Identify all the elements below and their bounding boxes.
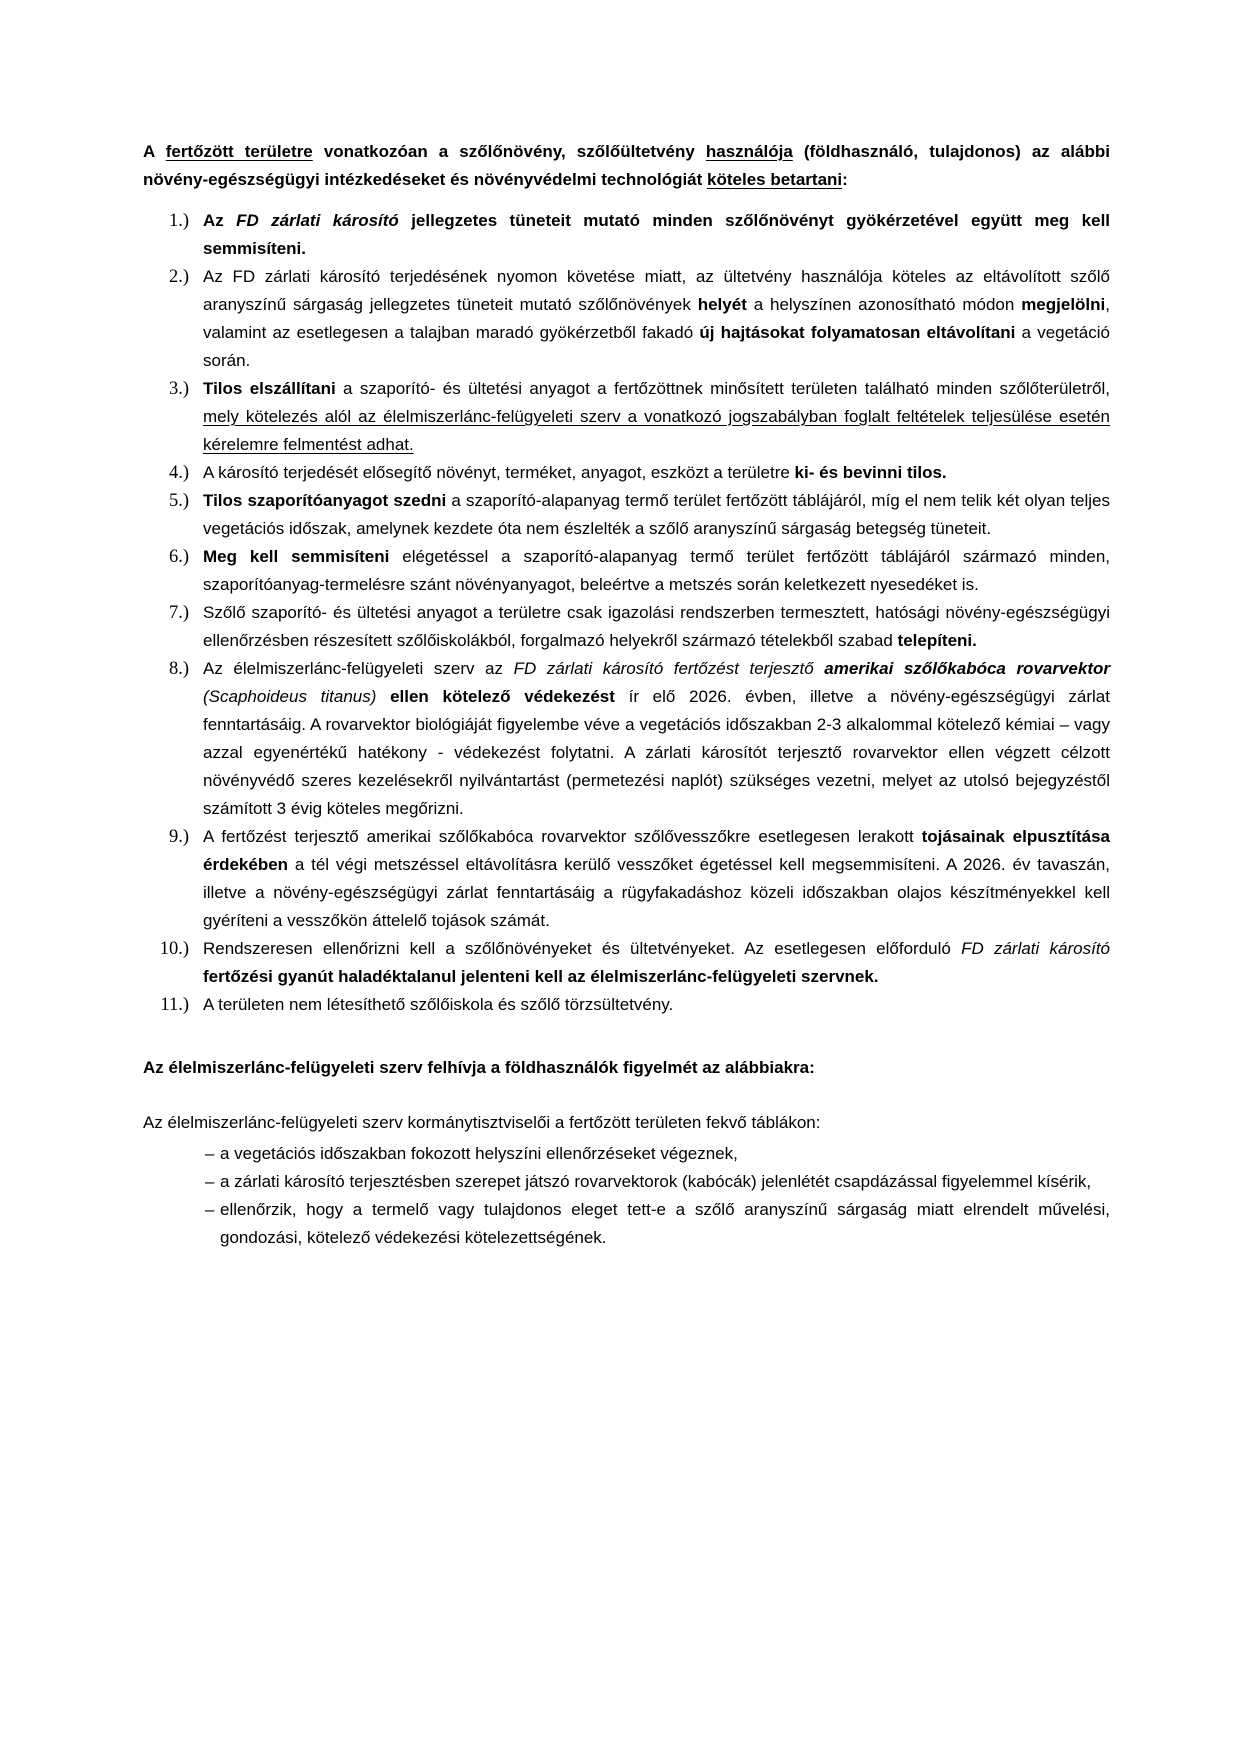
intro-paragraph xyxy=(143,138,1110,194)
list-item xyxy=(143,1168,1110,1196)
text-run: új hajtásokat folyamatosan eltávolítani xyxy=(699,323,1016,342)
text-run: ki- és bevinni tilos. xyxy=(794,463,947,482)
text-run: ellen kötelező védekezést xyxy=(390,687,615,706)
list-item-text xyxy=(203,599,1110,655)
list-item-text xyxy=(203,655,1110,823)
text-run: Meg kell semmisíteni xyxy=(203,547,390,566)
inspection-bullet-list xyxy=(143,1140,1110,1252)
text-run: a vegetációs időszakban fokozott helyszíni ellenőrzéseket végeznek, xyxy=(220,1144,738,1163)
list-item xyxy=(143,599,1110,655)
text-run: FD zárlati károsító xyxy=(236,211,399,230)
list-marker: – xyxy=(205,1144,215,1163)
text-run: FD zárlati károsító xyxy=(961,939,1110,958)
measures-numbered-list xyxy=(143,207,1110,1019)
list-marker: 2.) xyxy=(168,267,189,287)
text-run: (földhasználó, tulajdonos) az alábbi növény-egészségügyi intézkedéseket és növényvédelmi technológiát xyxy=(143,142,1110,189)
text-run: helyét xyxy=(697,295,747,314)
list-marker: 10.) xyxy=(159,939,189,959)
text-run: a vegetáció során. xyxy=(203,323,1110,370)
text-run: jellegzetes tüneteit mutató minden szőlőnövényt gyökérzetével együtt meg kell semmisíteni. xyxy=(203,211,1111,258)
text-run: : xyxy=(842,170,848,189)
text-run: Az élelmiszerlánc-felügyeleti szerv az xyxy=(203,659,514,678)
text-run: a szaporító-alapanyag termő terület fertőzött táblájáról, míg el nem telik két olyan teljes vegetációs időszak, amelynek kezdete óta nem észlelték a szőlő aranyszínű sárgaság betegség tüneteit. xyxy=(203,491,1111,538)
list-item xyxy=(143,1140,1110,1168)
text-run: Rendszeresen ellenőrizni kell a szőlőnövényeket és ültetvényeket. Az esetlegesen előforduló xyxy=(203,939,962,958)
text-run: FD zárlati károsító fertőzést terjesztő xyxy=(513,659,825,678)
list-item xyxy=(143,991,1110,1019)
list-item-text xyxy=(220,1140,1110,1168)
officials-paragraph xyxy=(143,1109,1110,1137)
text-run: Az xyxy=(203,211,237,230)
list-marker: 8.) xyxy=(168,659,189,679)
list-item-text xyxy=(220,1196,1110,1252)
list-item xyxy=(143,935,1110,991)
text-run: használója xyxy=(705,142,793,161)
list-marker: 1.) xyxy=(168,211,189,231)
list-marker: 6.) xyxy=(168,547,189,567)
text-run: a helyszínen azonosítható módon xyxy=(746,295,1022,314)
list-marker: – xyxy=(205,1172,215,1191)
text-run: fertőzési gyanút haladéktalanul jelenteni kell az élelmiszerlánc-felügyeleti szervnek. xyxy=(203,967,879,986)
text-run: Az élelmiszerlánc-felügyeleti szerv kormánytisztviselői a fertőzött területen fekvő táblákon: xyxy=(143,1113,821,1132)
list-item xyxy=(143,263,1110,375)
text-run: ellenőrzik, hogy a termelő vagy tulajdonos eleget tett-e a szőlő aranyszínű sárgaság miatt elrendelt művelési, gondozási, kötelező védekezési kötelezettségének. xyxy=(220,1200,1110,1247)
list-item xyxy=(143,543,1110,599)
text-run: vonatkozóan a szőlőnövény, szőlőültetvény xyxy=(312,142,706,161)
text-run: amerikai szőlőkabóca rovarvektor xyxy=(824,659,1110,678)
list-item-text xyxy=(203,487,1110,543)
text-run: a szaporító- és ültetési anyagot a fertőzöttnek minősített területen található minden szőlőterületről, xyxy=(335,379,1110,398)
text-run: A károsító terjedését elősegítő növényt, terméket, anyagot, eszközt a területre xyxy=(203,463,795,482)
list-item-text xyxy=(203,543,1110,599)
list-item-text xyxy=(203,823,1110,935)
text-run: telepíteni. xyxy=(897,631,977,650)
list-item-text xyxy=(203,991,1110,1019)
text-run: elégetéssel a szaporító-alapanyag termő terület fertőzött táblájáról származó minden, szaporítóanyag-termelésre szánt növényanyagot, beleértve a metszés során keletkezett nyesedéket is. xyxy=(203,547,1110,594)
list-item-text xyxy=(203,263,1110,375)
text-run: A xyxy=(143,142,166,161)
list-item-text xyxy=(203,459,1110,487)
list-item-text xyxy=(220,1168,1110,1196)
text-run xyxy=(376,687,390,706)
notice-heading xyxy=(143,1054,1110,1082)
list-item xyxy=(143,375,1110,459)
list-marker: 4.) xyxy=(168,463,189,483)
text-run: (Scaphoideus titanus) xyxy=(203,687,377,706)
text-run: a tél végi metszéssel eltávolításra kerülő vesszőket égetéssel kell megsemmisíteni. A 2026. év tavaszán, illetve a növény-egészségügyi zárlat fenntartásáig a rügyfakadáshoz közeli időszakban olajos készítményekkel kell gyéríteni a vesszőkön áttelelő tojások számát. xyxy=(203,855,1110,930)
text-run: Az élelmiszerlánc-felügyeleti szerv felhívja a földhasználók figyelmét az alábbiakra: xyxy=(143,1058,815,1077)
text-run: A fertőzést terjesztő amerikai szőlőkabóca rovarvektor szőlővesszőkre esetlegesen lerakott xyxy=(203,827,922,846)
text-run: fertőzött területre xyxy=(165,142,313,161)
text-run: Szőlő szaporító- és ültetési anyagot a területre csak igazolási rendszerben termesztett, hatósági növény-egészségügyi ellenőrzésben részesített szőlőiskolákból, forgalmazó helyekről származó tételekből szabad xyxy=(203,603,1110,650)
text-run: a zárlati károsító terjesztésben szerepet játszó rovarvektorok (kabócák) jelenlétét csapdázással figyelemmel kísérik, xyxy=(220,1172,1092,1191)
text-run: Tilos elszállítani xyxy=(203,379,336,398)
list-item xyxy=(143,1196,1110,1252)
text-run: A területen nem létesíthető szőlőiskola és szőlő törzsültetvény. xyxy=(203,995,674,1014)
list-item xyxy=(143,487,1110,543)
list-marker: 7.) xyxy=(168,603,189,623)
list-marker: 11.) xyxy=(160,995,189,1015)
list-marker: 9.) xyxy=(168,827,189,847)
text-run: ír elő 2026. évben, illetve a növény-egészségügyi zárlat fenntartásáig. A rovarvektor biológiáját figyelembe véve a vegetációs időszakban 2-3 alkalommal kötelező kémiai – vagy azzal egyenértékű hatékony - védekezést folytatni. A zárlati károsítót terjesztő rovarvektor ellen végzett célzott növényvédő szeres kezelésekről nyilvántartást (permetezési naplót) szükséges vezetni, melyet az utolsó bejegyzéstől számított 3 évig köteles megőrizni. xyxy=(203,687,1110,818)
text-run: tojásainak elpusztítása érdekében xyxy=(203,827,1110,874)
list-item xyxy=(143,207,1110,263)
text-run: mely kötelezés alól az élelmiszerlánc-felügyeleti szerv a vonatkozó jogszabályban foglalt feltételek teljesülése esetén kérelemre felmentést adhat. xyxy=(203,407,1110,454)
list-item xyxy=(143,655,1110,823)
list-item-text xyxy=(203,207,1110,263)
text-run: , valamint az esetlegesen a talajban maradó gyökérzetből fakadó xyxy=(203,295,1110,342)
list-marker: 5.) xyxy=(168,491,189,511)
list-item-text xyxy=(203,935,1110,991)
text-run: Az FD zárlati károsító terjedésének nyomon követése miatt, az ültetvény használója köteles az eltávolított szőlő aranyszínű sárgaság jellegzetes tüneteit mutató szőlőnövények xyxy=(203,267,1110,314)
list-item-text xyxy=(203,375,1110,459)
list-marker: 3.) xyxy=(168,379,189,399)
list-marker: – xyxy=(205,1200,215,1219)
text-run: köteles betartani xyxy=(707,170,843,189)
list-item xyxy=(143,823,1110,935)
list-item xyxy=(143,459,1110,487)
text-run: Tilos szaporítóanyagot szedni xyxy=(203,491,447,510)
text-run: megjelölni xyxy=(1021,295,1106,314)
